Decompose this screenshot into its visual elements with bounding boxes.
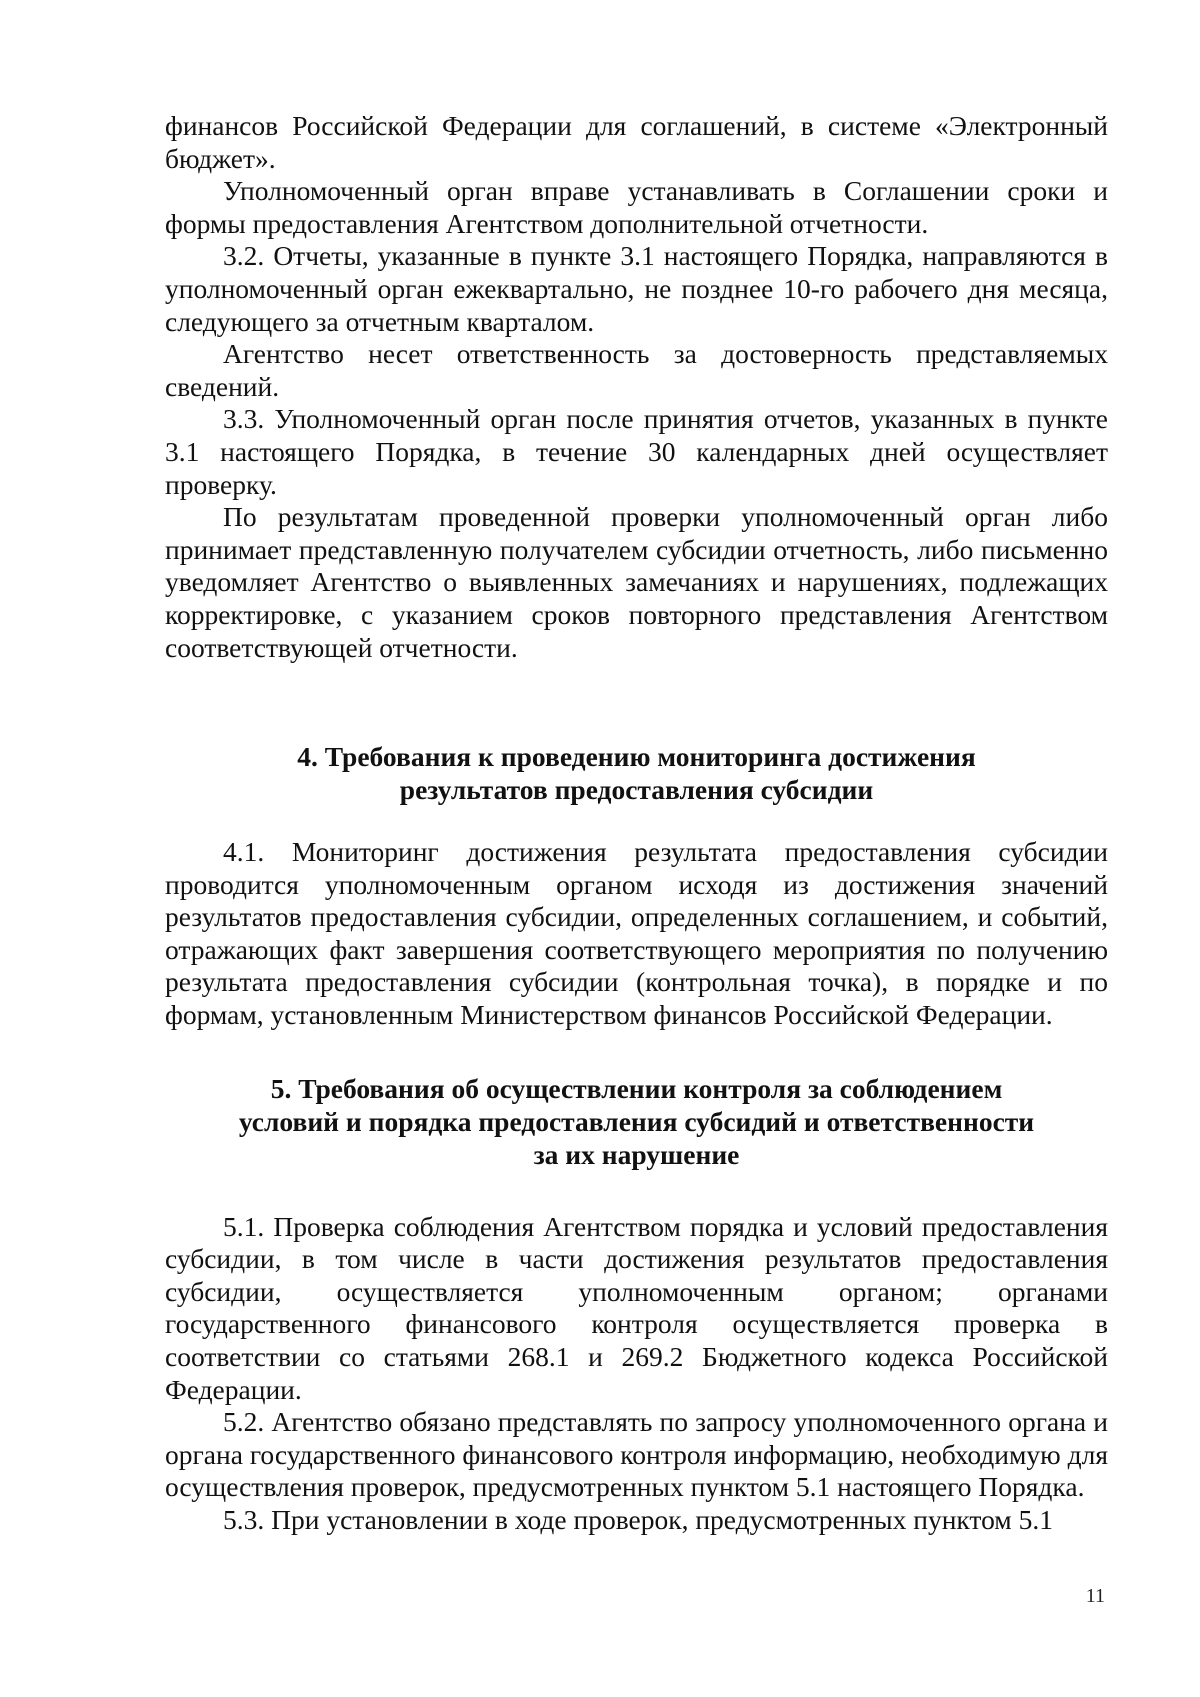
paragraph-5-3: 5.3. При установлении в ходе проверок, предусмотренных пунктом 5.1: [223, 1504, 1053, 1535]
paragraph-4-1: 4.1. Мониторинг достижения результата предоставления субсидии проводится уполномоченным органом исходя из достижения значений результатов предоставления субсидии, определенных соглашением, и событий, отражающих факт завершения соответствующего мероприятия по получению результата предоставления субсидии (контрольная точка), в порядке и по формам, установленным Министерством финансов Российской Федерации.: [165, 836, 1108, 1031]
paragraph: Уполномоченный орган вправе устанавливать в Соглашении сроки и формы предоставления Агентством дополнительной отчетности.: [165, 175, 1108, 239]
page-number: 11: [1085, 1585, 1105, 1607]
heading-line: 5. Требования об осуществлении контроля за соблюдением: [270, 1072, 1003, 1104]
section5-heading: [165, 1072, 1108, 1171]
paragraph: Агентство несет ответственность за достоверность представляемых сведений.: [165, 338, 1108, 402]
heading-line: 4. Требования к проведению мониторинга достижения: [297, 741, 976, 773]
paragraph-5-1: 5.1. Проверка соблюдения Агентством порядка и условий предоставления субсидии, в том числе в части достижения результатов предоставления субсидии, осуществляется уполномоченным органом; органами государственного финансового контроля осуществляется проверка в соответствии со статьями 268.1 и 269.2 Бюджетного кодекса Российской Федерации.: [165, 1210, 1108, 1405]
paragraph-5-2: 5.2. Агентство обязано представлять по запросу уполномоченного органа и органа государственного финансового контроля информацию, необходимую для осуществления проверок, предусмотренных пунктом 5.1 настоящего Порядка.: [165, 1406, 1108, 1503]
document-page: [165, 110, 1108, 1537]
section3-continuation: [165, 110, 1108, 664]
paragraph-3-3: 3.3. Уполномоченный орган после принятия отчетов, указанных в пункте 3.1 настоящего Порядка, в течение 30 календарных дней осуществляет проверку.: [165, 403, 1108, 500]
paragraph: По результатам проведенной проверки уполномоченный орган либо принимает представленную получателем субсидии отчетность, либо письменно уведомляет Агентство о выявленных замечаниях и нарушениях, подлежащих корректировке, с указанием сроков повторного представления Агентством соответствующей отчетности.: [165, 501, 1108, 663]
heading-line: условий и порядка предоставления субсидий и ответственности: [238, 1105, 1035, 1137]
section4-heading: [165, 740, 1108, 806]
heading-line: результатов предоставления субсидии: [399, 774, 874, 806]
paragraph-3-2: 3.2. Отчеты, указанные в пункте 3.1 настоящего Порядка, направляются в уполномоченный орган ежеквартально, не позднее 10-го рабочего дня месяца, следующего за отчетным кварталом.: [165, 240, 1108, 337]
paragraph: финансов Российской Федерации для соглашений, в системе «Электронный бюджет».: [165, 110, 1108, 174]
heading-line: за их нарушение: [533, 1138, 740, 1170]
